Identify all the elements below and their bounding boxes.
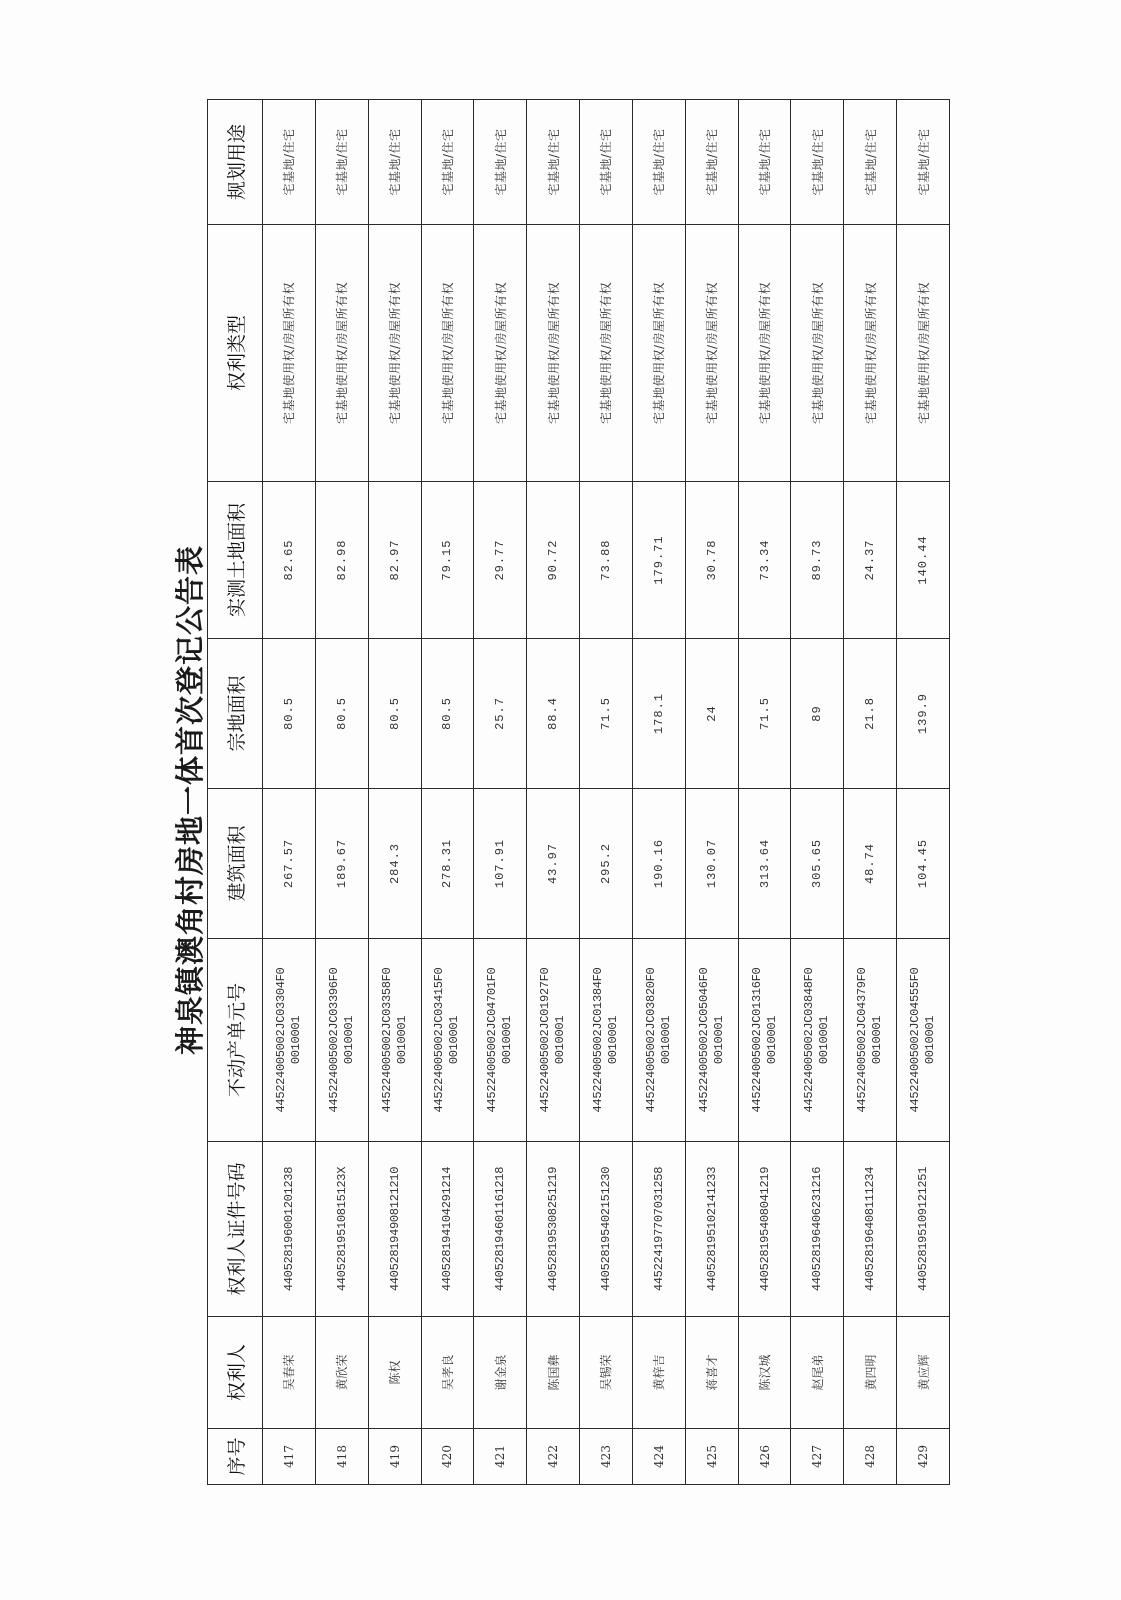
cell-unit-number xyxy=(632,939,685,1142)
cell-building-area: 130.07 xyxy=(685,789,738,939)
cell-unit-number xyxy=(368,939,421,1142)
cell-measured-area: 90.72 xyxy=(527,482,580,639)
unit-number-line-2: 0010001 xyxy=(711,1015,726,1065)
table-row xyxy=(632,100,685,1485)
cell-owner-id: 440528195402151230 xyxy=(580,1142,633,1317)
unit-number-line-1: 445224005002JC04555F0 xyxy=(908,967,923,1113)
table-row xyxy=(791,100,844,1485)
header-measured-area: 实测土地面积 xyxy=(208,482,263,639)
unit-number-line-2: 0010001 xyxy=(817,1015,832,1065)
header-owner-id: 权利人证件号码 xyxy=(208,1142,263,1317)
cell-measured-area: 179.71 xyxy=(632,482,685,639)
cell-owner-id: 440528196408111234 xyxy=(844,1142,897,1317)
cell-no: 426 xyxy=(738,1429,791,1485)
cell-right-type: 宅基地使用权/房屋所有权 xyxy=(791,225,844,482)
table-row xyxy=(738,100,791,1485)
cell-owner: 黄梓吉 xyxy=(632,1317,685,1429)
cell-building-area: 267.57 xyxy=(263,789,316,939)
unit-number-line-2: 0010001 xyxy=(764,1015,779,1065)
cell-no: 423 xyxy=(580,1429,633,1485)
cell-unit-number xyxy=(474,939,527,1142)
cell-measured-area: 30.78 xyxy=(685,482,738,639)
cell-unit-number xyxy=(791,939,844,1142)
cell-owner: 蒋喜才 xyxy=(685,1317,738,1429)
cell-unit-number xyxy=(527,939,580,1142)
unit-number-line-1: 445224005002JC03358F0 xyxy=(379,967,394,1113)
unit-number-line-1: 445224005002JC01384F0 xyxy=(590,967,605,1113)
cell-no: 421 xyxy=(474,1429,527,1485)
unit-number-line-1: 445224005002JC03304F0 xyxy=(273,967,288,1113)
cell-right-type: 宅基地使用权/房屋所有权 xyxy=(580,225,633,482)
cell-unit-number xyxy=(580,939,633,1142)
table-row xyxy=(580,100,633,1485)
cell-building-area: 313.64 xyxy=(738,789,791,939)
cell-measured-area: 29.77 xyxy=(474,482,527,639)
cell-measured-area: 82.98 xyxy=(315,482,368,639)
unit-number-line-1: 445224005002JC05046F0 xyxy=(696,967,711,1113)
cell-owner-id: 440528195109121251 xyxy=(897,1142,950,1317)
cell-building-area: 189.67 xyxy=(315,789,368,939)
unit-number-line-1: 445224005002JC04379F0 xyxy=(855,967,870,1113)
cell-parcel-area: 80.5 xyxy=(263,639,316,789)
cell-owner: 黄欣荣 xyxy=(315,1317,368,1429)
unit-number-line-1: 445224005002JC03415F0 xyxy=(432,967,447,1113)
cell-planned-use: 宅基地/住宅 xyxy=(315,100,368,225)
cell-right-type: 宅基地使用权/房屋所有权 xyxy=(368,225,421,482)
cell-parcel-area: 71.5 xyxy=(580,639,633,789)
cell-no: 419 xyxy=(368,1429,421,1485)
cell-parcel-area: 24 xyxy=(685,639,738,789)
cell-building-area: 278.31 xyxy=(421,789,474,939)
cell-parcel-area: 88.4 xyxy=(527,639,580,789)
cell-unit-number xyxy=(315,939,368,1142)
unit-number-line-2: 0010001 xyxy=(288,1015,303,1065)
cell-planned-use: 宅基地/住宅 xyxy=(580,100,633,225)
table-row xyxy=(685,100,738,1485)
cell-parcel-area: 25.7 xyxy=(474,639,527,789)
unit-number-line-1: 445224005002JC03820F0 xyxy=(643,967,658,1113)
cell-right-type: 宅基地使用权/房屋所有权 xyxy=(738,225,791,482)
cell-planned-use: 宅基地/住宅 xyxy=(844,100,897,225)
cell-parcel-area: 178.1 xyxy=(632,639,685,789)
cell-right-type: 宅基地使用权/房屋所有权 xyxy=(632,225,685,482)
table-row xyxy=(368,100,421,1485)
cell-unit-number xyxy=(844,939,897,1142)
table-row xyxy=(421,100,474,1485)
cell-right-type: 宅基地使用权/房屋所有权 xyxy=(685,225,738,482)
cell-planned-use: 宅基地/住宅 xyxy=(632,100,685,225)
cell-parcel-area: 139.9 xyxy=(897,639,950,789)
cell-right-type: 宅基地使用权/房屋所有权 xyxy=(844,225,897,482)
cell-no: 422 xyxy=(527,1429,580,1485)
header-building-area: 建筑面积 xyxy=(208,789,263,939)
cell-owner: 吴春荣 xyxy=(263,1317,316,1429)
header-right-type: 权利类型 xyxy=(208,225,263,482)
cell-no: 424 xyxy=(632,1429,685,1485)
cell-owner: 陈国彝 xyxy=(527,1317,580,1429)
unit-number-line-2: 0010001 xyxy=(394,1015,409,1065)
unit-number-line-1: 445224005002JC03848F0 xyxy=(802,967,817,1113)
cell-owner-id: 440528195308251219 xyxy=(527,1142,580,1317)
header-owner: 权利人 xyxy=(208,1317,263,1429)
cell-building-area: 305.65 xyxy=(791,789,844,939)
cell-parcel-area: 21.8 xyxy=(844,639,897,789)
cell-owner-id: 445224197707031258 xyxy=(632,1142,685,1317)
unit-number-line-2: 0010001 xyxy=(870,1015,885,1065)
cell-planned-use: 宅基地/住宅 xyxy=(527,100,580,225)
cell-measured-area: 73.34 xyxy=(738,482,791,639)
cell-parcel-area: 89 xyxy=(791,639,844,789)
unit-number-line-2: 0010001 xyxy=(447,1015,462,1065)
cell-right-type: 宅基地使用权/房屋所有权 xyxy=(897,225,950,482)
unit-number-line-2: 0010001 xyxy=(658,1015,673,1065)
cell-owner: 吴锡荣 xyxy=(580,1317,633,1429)
cell-planned-use: 宅基地/住宅 xyxy=(738,100,791,225)
unit-number-line-1: 445224005002JC04701F0 xyxy=(485,967,500,1113)
cell-no: 428 xyxy=(844,1429,897,1485)
cell-parcel-area: 80.5 xyxy=(368,639,421,789)
cell-measured-area: 73.88 xyxy=(580,482,633,639)
unit-number-line-2: 0010001 xyxy=(500,1015,515,1065)
document-title: 神泉镇澳角村房地一体首次登记公告表 xyxy=(173,545,207,1056)
cell-right-type: 宅基地使用权/房屋所有权 xyxy=(263,225,316,482)
cell-building-area: 295.2 xyxy=(580,789,633,939)
cell-parcel-area: 71.5 xyxy=(738,639,791,789)
cell-owner: 陈汉城 xyxy=(738,1317,791,1429)
header-unit-number: 不动产单元号 xyxy=(208,939,263,1142)
registration-table xyxy=(207,99,950,1485)
cell-planned-use: 宅基地/住宅 xyxy=(791,100,844,225)
cell-planned-use: 宅基地/住宅 xyxy=(685,100,738,225)
cell-planned-use: 宅基地/住宅 xyxy=(421,100,474,225)
cell-no: 427 xyxy=(791,1429,844,1485)
cell-no: 417 xyxy=(263,1429,316,1485)
cell-measured-area: 82.65 xyxy=(263,482,316,639)
table-row xyxy=(263,100,316,1485)
cell-right-type: 宅基地使用权/房屋所有权 xyxy=(315,225,368,482)
table-row xyxy=(527,100,580,1485)
unit-number-line-1: 445224005002JC03396F0 xyxy=(326,967,341,1113)
cell-no: 420 xyxy=(421,1429,474,1485)
cell-planned-use: 宅基地/住宅 xyxy=(368,100,421,225)
cell-owner: 谢金泉 xyxy=(474,1317,527,1429)
table-row xyxy=(315,100,368,1485)
cell-unit-number xyxy=(263,939,316,1142)
cell-unit-number xyxy=(897,939,950,1142)
table-row xyxy=(844,100,897,1485)
cell-unit-number xyxy=(421,939,474,1142)
cell-owner-id: 440528196406231216 xyxy=(791,1142,844,1317)
cell-measured-area: 140.44 xyxy=(897,482,950,639)
cell-no: 418 xyxy=(315,1429,368,1485)
cell-measured-area: 82.97 xyxy=(368,482,421,639)
cell-owner: 陈权 xyxy=(368,1317,421,1429)
cell-building-area: 284.3 xyxy=(368,789,421,939)
cell-owner-id: 44052819510815123X xyxy=(315,1142,368,1317)
cell-building-area: 107.91 xyxy=(474,789,527,939)
cell-owner-id: 440528194601161218 xyxy=(474,1142,527,1317)
table-row xyxy=(474,100,527,1485)
cell-building-area: 48.74 xyxy=(844,789,897,939)
unit-number-line-2: 0010001 xyxy=(553,1015,568,1065)
table-body xyxy=(263,100,950,1485)
cell-planned-use: 宅基地/住宅 xyxy=(263,100,316,225)
cell-owner: 黄应辉 xyxy=(897,1317,950,1429)
cell-right-type: 宅基地使用权/房屋所有权 xyxy=(421,225,474,482)
cell-building-area: 104.45 xyxy=(897,789,950,939)
cell-owner-id: 440528194908121210 xyxy=(368,1142,421,1317)
cell-right-type: 宅基地使用权/房屋所有权 xyxy=(527,225,580,482)
unit-number-line-2: 0010001 xyxy=(605,1015,620,1065)
cell-no: 429 xyxy=(897,1429,950,1485)
unit-number-line-1: 445224005002JC01316F0 xyxy=(749,967,764,1113)
cell-owner-id: 440528195102141233 xyxy=(685,1142,738,1317)
cell-parcel-area: 80.5 xyxy=(421,639,474,789)
cell-planned-use: 宅基地/住宅 xyxy=(897,100,950,225)
cell-measured-area: 24.37 xyxy=(844,482,897,639)
cell-building-area: 43.97 xyxy=(527,789,580,939)
unit-number-line-1: 445224005002JC01927F0 xyxy=(538,967,553,1113)
cell-right-type: 宅基地使用权/房屋所有权 xyxy=(474,225,527,482)
table-row xyxy=(897,100,950,1485)
table-header-row xyxy=(208,100,263,1485)
cell-no: 425 xyxy=(685,1429,738,1485)
unit-number-line-2: 0010001 xyxy=(341,1015,356,1065)
cell-planned-use: 宅基地/住宅 xyxy=(474,100,527,225)
cell-unit-number xyxy=(738,939,791,1142)
cell-owner: 吴孝良 xyxy=(421,1317,474,1429)
cell-owner: 黄四明 xyxy=(844,1317,897,1429)
cell-owner-id: 440528194104291214 xyxy=(421,1142,474,1317)
cell-measured-area: 79.15 xyxy=(421,482,474,639)
header-parcel-area: 宗地面积 xyxy=(208,639,263,789)
cell-owner-id: 440528195408041219 xyxy=(738,1142,791,1317)
cell-measured-area: 89.73 xyxy=(791,482,844,639)
cell-owner: 赵尾弟 xyxy=(791,1317,844,1429)
header-planned-use: 规划用途 xyxy=(208,100,263,225)
cell-owner-id: 440528196001201238 xyxy=(263,1142,316,1317)
cell-parcel-area: 80.5 xyxy=(315,639,368,789)
cell-unit-number xyxy=(685,939,738,1142)
cell-building-area: 190.16 xyxy=(632,789,685,939)
unit-number-line-2: 0010001 xyxy=(923,1015,938,1065)
header-no: 序号 xyxy=(208,1429,263,1485)
